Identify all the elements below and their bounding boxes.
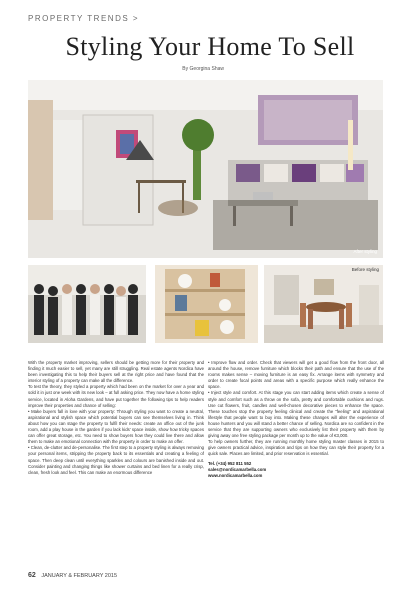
team-photo [28,265,146,343]
living-room-image [28,80,383,258]
paragraph: • Make buyers fall in love with your property: Through styling you want to create a neutral, aspirational and stylish space which potential buyers can see themselves living in. Think about how you can stage the property to fulfil their needs: create an office out of the junk room, add a play house in the garden if you lack kids' space inside, show how tricky spaces can offer great storage, etc. You need to show buyers how they could live there and allow them to make an emotional connection with the property in order to make an offer. [28,408,204,445]
issue-date: JANUARY & FEBRUARY 2015 [41,573,118,579]
page-footer [28,572,117,579]
shelves-image [155,265,258,343]
after-styling-caption: After styling [353,249,377,254]
shelves-photo [155,265,258,343]
before-styling-caption: Before styling [351,267,379,272]
contact-website[interactable]: www.nordicamarbella.com [208,472,263,478]
byline: By Georgina Shaw [182,66,224,72]
contact-email[interactable]: sales@nordicamarbella.com [208,466,267,472]
paragraph: • Clean, de-clutter and de-personalise. The first step to a property styling is always removing your personal items, stripping the property back to its essentials and creating a feeling of space. Then deep clean until everything sparkles and colours are banished inside and out. Consider painting and changing things like shower curtains and bed linen for a really crisp, clean, fresh look and feel. This can make an enormous difference [28,445,204,475]
section-label: PROPERTY TRENDS > [28,14,140,23]
main-photo [28,80,383,258]
article-column-2 [208,360,384,479]
dining-room-image [264,265,383,343]
page-title: Styling Your Home To Sell [65,32,355,61]
paragraph: • Improve flow and order. Check that viewers will get a good flow from the front door, all around the house, remove furniture which blocks their path and ensure that the use of the rooms makes sense – moving furniture is an easy fix. Arrange items with symmetry and order to create focal points and areas with a specific purpose which really enhance the space. [208,360,384,390]
article-column-1 [28,360,204,476]
team-image [28,265,146,343]
contact-phone: Tel. (+34) 952 811 552 [208,460,252,466]
paragraph: • Inject style and comfort. At this stage you can start adding items which create a sense of style and comfort such as a throw on the sofa, pretty and comfortable cushions and rugs. Use cut flowers, fruit, candles and well-chosen decorative pieces to enhance the space. These touches stop the property feeling clinical and create the "feeling" and aspirational lifestyle that people want to buy into. Making these changes will alter the experience of house hunters and you will stand a better chance of selling. Nordica are so confident in the service that they are supporting owners who exclusively list their property with them by giving away one free styling package per month up to the value of €3,000. [208,390,384,439]
paragraph: To test the theory, they styled a property which had been on the market for over a year and sold it in just one week with its new look – at full asking price. They now have a home styling service, located in Aloha Gardens, and have put together the following tips to help readers improve their properties and chance of selling: [28,384,204,408]
paragraph: To help owners further, they are running monthly home styling master classes in 2015 to give owners practical advice, inspiration and tips on how they can style their property for a quick sale. Places are limited, and prior reservation is essential. [208,439,384,457]
before-photo [264,265,383,343]
paragraph: With the property market improving, sellers should be getting more for their property and finding it much easier to sell, yet many are still struggling. Real estate agents Nordica have been investigating this to help their buyers sell at the right price and have found that the interior styling of a property can make all the difference. [28,360,204,384]
page-number: 62 [28,572,36,579]
